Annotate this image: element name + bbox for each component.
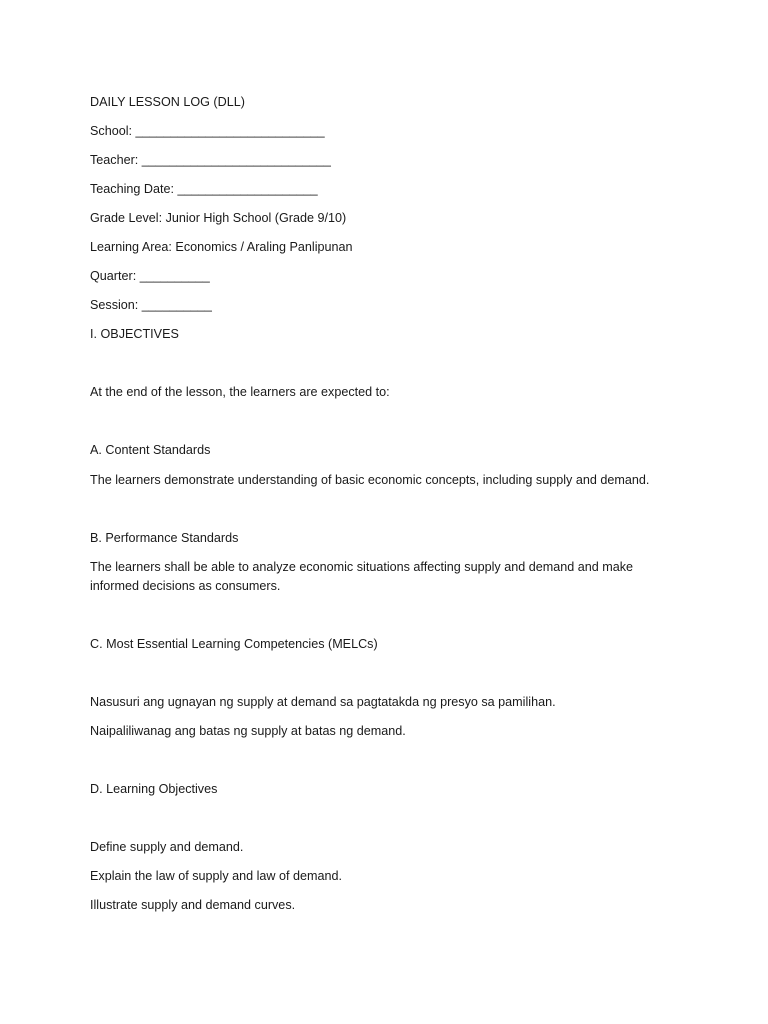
teaching-date-field: Teaching Date: ____________________ [90,182,318,196]
school-field: School: ___________________________ [90,124,325,138]
learning-area-field: Learning Area: Economics / Araling Panlipunan [90,240,353,254]
teacher-field: Teacher: ___________________________ [90,153,331,167]
learning-objective-item: Define supply and demand. [90,840,244,854]
performance-standards-heading: B. Performance Standards [90,531,239,545]
performance-standards-text: The learners shall be able to analyze economic situations affecting supply and demand and make informed decisions as consumers. [90,560,634,593]
learning-objective-item: Explain the law of supply and law of demand. [90,869,343,883]
content-standards-heading: A. Content Standards [90,443,211,457]
objectives-heading: I. OBJECTIVES [90,327,179,341]
melc-item: Naipaliliwanag ang batas ng supply at batas ng demand. [90,724,406,738]
learning-objective-item: Illustrate supply and demand curves. [90,898,296,912]
session-field: Session: __________ [90,298,212,312]
grade-level-field: Grade Level: Junior High School (Grade 9/10) [90,211,347,225]
learning-objectives-heading: D. Learning Objectives [90,782,218,796]
objectives-intro: At the end of the lesson, the learners are expected to: [90,385,390,399]
content-standards-text: The learners demonstrate understanding of basic economic concepts, including supply and demand. [90,473,650,487]
quarter-field: Quarter: __________ [90,269,210,283]
melcs-heading: C. Most Essential Learning Competencies (MELCs) [90,637,378,651]
document-title: DAILY LESSON LOG (DLL) [90,95,245,109]
melc-item: Nasusuri ang ugnayan ng supply at demand sa pagtatakda ng presyo sa pamilihan. [90,695,556,709]
